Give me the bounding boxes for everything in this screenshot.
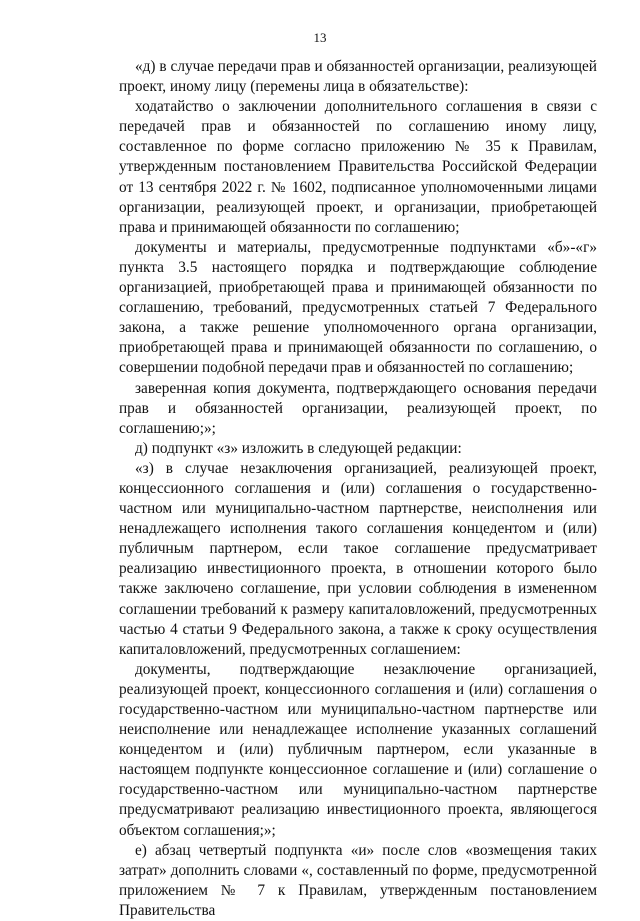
paragraph-d-intro: «д) в случае передачи прав и обязанностей организации, реализующей проект, иному лицу (перемены лица в обязательстве): [119,58,597,96]
paragraph-petition: ходатайство о заключении дополнительного соглашения в связи с передачей прав и обязанностей по соглашению иному лицу, составленное по форме согласно приложению № 35 к Правилам, утвержденным постановлением Правительства Российской Федерации от 13 сентября 2022 г. № 1602, подписанное уполномоченными лицами организации, реализующей проект, и организации, приобретающей права и принимающей обязанности по соглашению; [119,98,597,236]
document-body [119,57,597,921]
paragraph-subclause-z-amendment: д) подпункт «з» изложить в следующей редакции: [135,439,462,457]
page-number: 13 [313,30,327,45]
paragraph-z-text: «з) в случае незаключения организацией, реализующей проект, концессионного соглашения и (или) соглашения о государственно-частном или муниципально-частном партнерстве, неисполнения или ненадлежащего исполнения такого соглашения концедентом и (или) публичным партнером, если такое соглашение предусматривает реализацию инвестиционного проекта, в отношении которого было также заключено соглашение, при условии соблюдения в измененном соглашении требований к размеру капиталовложений, предусмотренных частью 4 статьи 9 Федерального закона, а также к сроку осуществления капиталовложений, предусмотренных соглашением: [119,459,597,658]
paragraph-certified-copy: заверенная копия документа, подтверждающего основания передачи прав и обязанностей организации, реализующей проект, по соглашению;»; [119,379,597,437]
paragraph-documents-materials: документы и материалы, предусмотренные подпунктами «б»-«г» пункта 3.5 настоящего порядка и подтверждающие соблюдение организацией, приобретающей права и принимающей обязанности по соглашению, требований, предусмотренных статьей 7 Федерального закона, а также решение уполномоченного органа организации, приобретающей права и принимающей обязанности по соглашению, о совершении подобной передачи прав и обязанностей по соглашению; [119,238,597,377]
paragraph-e-amendment: е) абзац четвертый подпункта «и» после слов «возмещения таких затрат» дополнить словами «, составленный по форме, предусмотренной приложением № 7 к Правилам, утвержденным постановлением Правительства [119,841,597,919]
paragraph-z-documents: документы, подтверждающие незаключение организацией, реализующей проект, концессионного соглашения и (или) соглашения о государственно-частном или муниципально-частном партнерстве или неисполнение или ненадлежащее исполнение указанных соглашений концедентом и (или) публичным партнером, если указанные в настоящем подпункте концессионное соглашение и (или) соглашение о государственно-частном или муниципально-частном партнерстве предусматривают реализацию инвестиционного проекта, являющегося объектом соглашения;»; [119,660,597,839]
